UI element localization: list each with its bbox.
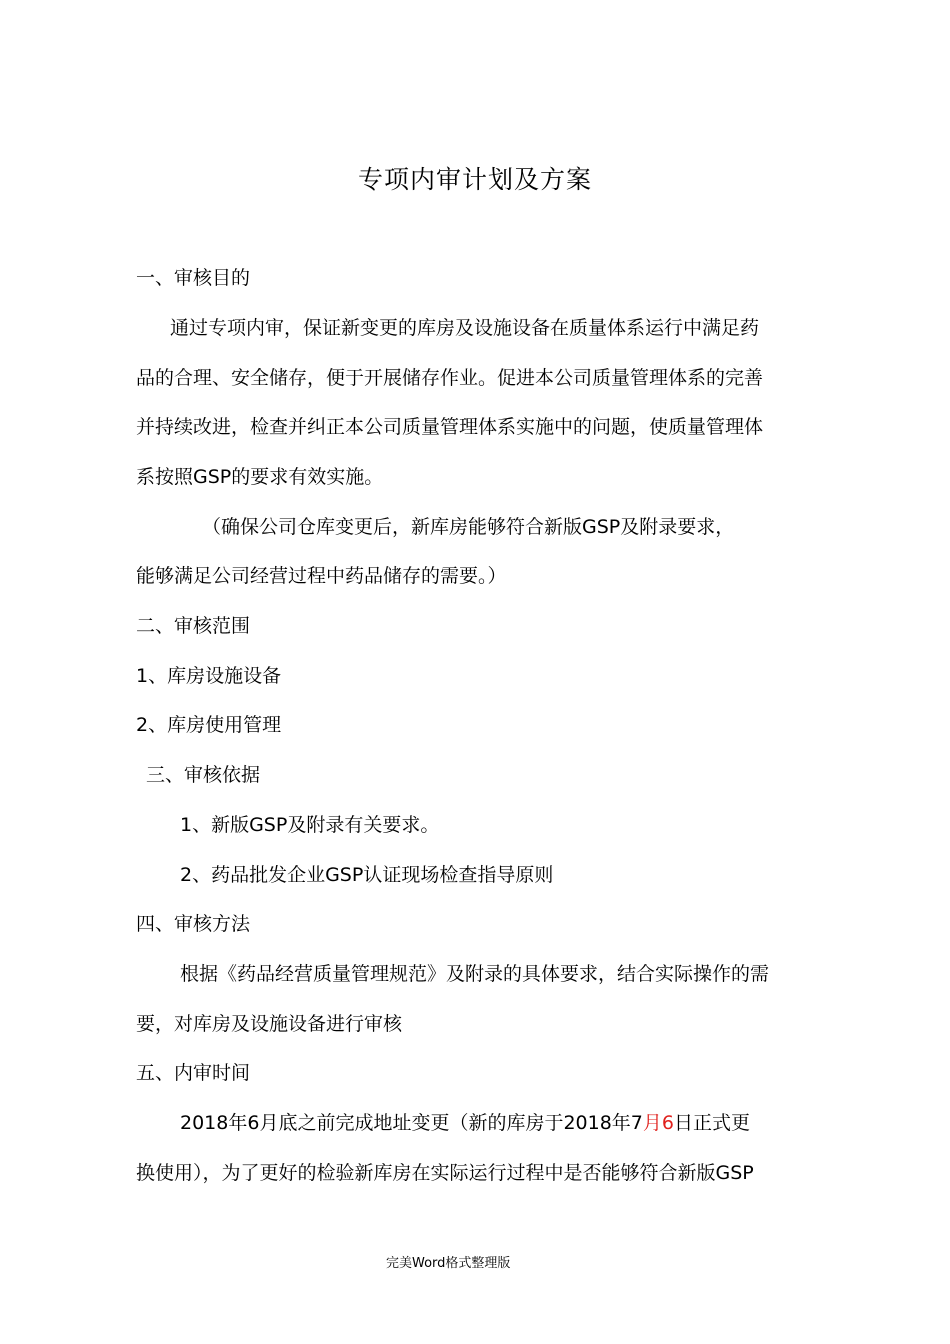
paragraph-line: 能够满足公司经营过程中药品储存的需要。）	[136, 565, 507, 587]
paragraph-line-time	[180, 1110, 750, 1136]
time-text-start: 2018年6月底之前完成地址变更（新的库房于2018年7	[180, 1112, 643, 1134]
paragraph-line: （确保公司仓库变更后，新库房能够符合新版GSP及附录要求，	[202, 516, 735, 538]
paragraph-line: 系按照GSP的要求有效实施。	[136, 466, 384, 488]
list-item: 1、库房设施设备	[136, 665, 282, 687]
section-heading-method: 四、审核方法	[136, 913, 251, 935]
paragraph-line: 要，对库房及设施设备进行审核	[136, 1013, 403, 1035]
section-heading-basis: 三、审核依据	[146, 764, 261, 786]
document-title: 专项内审计划及方案	[357, 165, 592, 194]
list-item: 2、药品批发企业GSP认证现场检查指导原则	[180, 864, 554, 886]
list-item: 1、新版GSP及附录有关要求。	[180, 814, 440, 836]
section-heading-purpose: 一、审核目的	[136, 267, 251, 289]
paragraph-line: 根据《药品经营质量管理规范》及附录的具体要求，结合实际操作的需	[180, 963, 770, 985]
paragraph-line: 并持续改进，检查并纠正本公司质量管理体系实施中的问题，使质量管理体	[136, 416, 764, 438]
page-footer: 完美Word格式整理版	[386, 1256, 511, 1271]
highlighted-date: 月6	[642, 1112, 674, 1134]
paragraph-line: 换使用），为了更好的检验新库房在实际运行过程中是否能够符合新版GSP	[136, 1162, 754, 1184]
paragraph-line: 通过专项内审，保证新变更的库房及设施设备在质量体系运行中满足药	[170, 317, 760, 339]
time-text-end: 日正式更	[673, 1112, 750, 1134]
list-item: 2、库房使用管理	[136, 714, 282, 736]
paragraph-line: 品的合理、安全储存，便于开展储存作业。促进本公司质量管理体系的完善	[136, 367, 764, 389]
section-heading-time: 五、内审时间	[136, 1062, 251, 1084]
section-heading-scope: 二、审核范围	[136, 615, 251, 637]
